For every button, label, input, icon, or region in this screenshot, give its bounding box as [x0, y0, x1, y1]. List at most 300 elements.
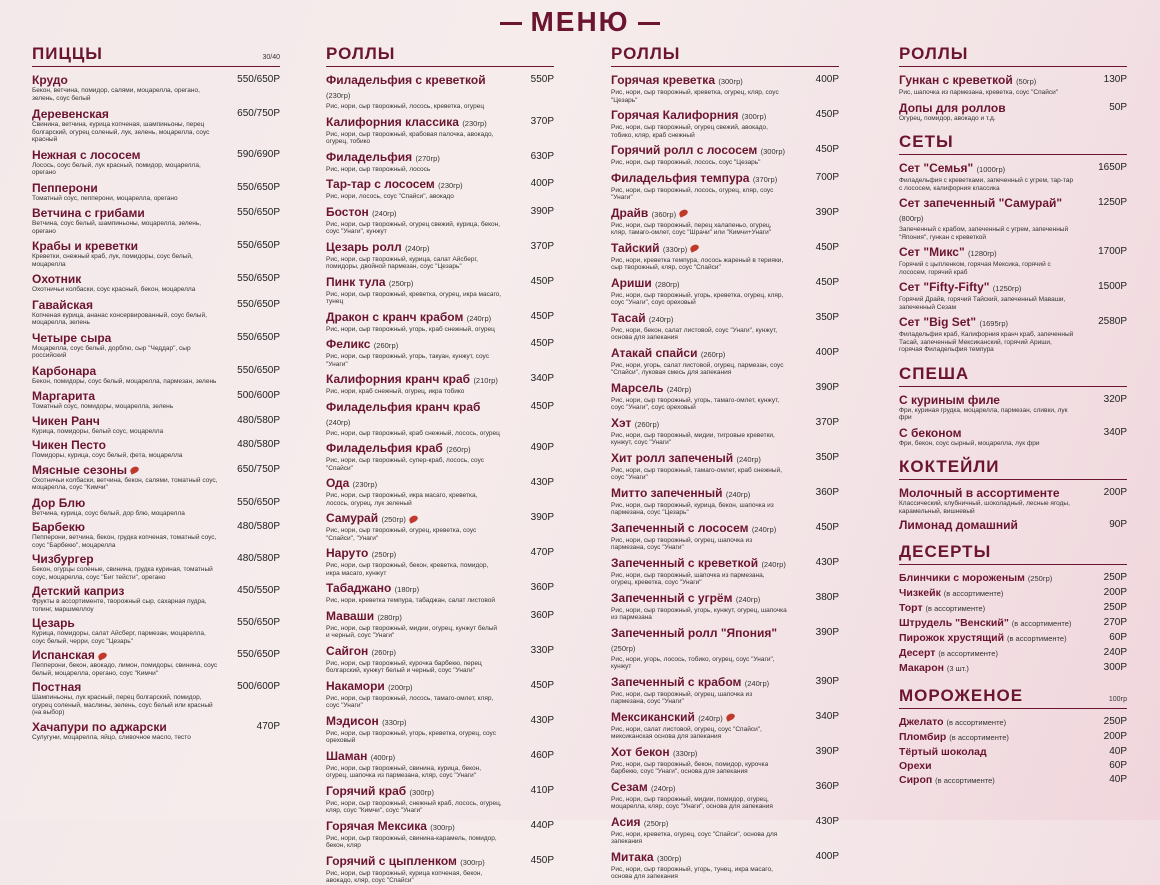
item-price: 370Р [530, 240, 554, 252]
item-price: 470Р [530, 547, 554, 558]
item-name: Маваши [326, 608, 375, 623]
item-name: Дракон с кранч крабом [326, 309, 464, 324]
item-name: Гавайская [32, 297, 93, 312]
menu-title-text: МЕНЮ [530, 6, 630, 37]
item-name-line [899, 631, 1087, 646]
item-name-line [899, 646, 1087, 661]
item-price: 450Р [530, 338, 554, 349]
item-name: Филадельфия краб [326, 441, 443, 455]
item-name-line [326, 581, 502, 597]
item-price: 550/650Р [237, 273, 280, 284]
item-description: Фрукты в ассортименте, творожный сыр, сахарная пудра, топинг, маршмеллоу [32, 598, 207, 613]
item-price: 450Р [530, 679, 554, 691]
item-description: Сулугуни, моцарелла, яйцо, сливочное масло, тесто [32, 733, 191, 741]
item-name: Деревенская [32, 107, 109, 121]
item-price: 380Р [815, 591, 839, 603]
item-name-line [899, 759, 1087, 773]
menu-item [611, 73, 839, 104]
item-description: Рис, нори, сыр творожный, креветка, огурец, кляр, соус "Цезарь" [611, 89, 779, 104]
item-price: 350Р [815, 311, 839, 323]
item-description: Огурец, помидор, авокадо и т.д. [899, 114, 996, 122]
item-name: Мясные сезоны [32, 462, 128, 477]
item-price: 400Р [815, 346, 839, 358]
item-description: Томатный соус, пепперони, моцарелла, орегано [32, 194, 178, 202]
item-weight: (240гр) [648, 314, 674, 324]
column-rolls-2 [611, 44, 839, 881]
item-description: Бекон, огурцы соленые, свинина, грудка куриная, томатный соус, моцарелла, соус "Биг тейсти", орегано [32, 566, 213, 581]
item-description: Курица, помидоры, салат Айсберг, пармезан, моцарелла, соус белый, черри, соус "Цезарь" [32, 630, 206, 645]
item-description: Пепперони, бекон, авокадо, лимон, помидоры, свинина, соус белый, моцарелла, орегано, соус "Кимчи" [32, 662, 218, 677]
item-description: Рис, нори, сыр творожный, угорь, краб снежный, огурец [326, 325, 495, 333]
title-dash-left [500, 22, 522, 25]
item-price: 40Р [1109, 746, 1127, 757]
item-description: Рис, нори, сыр творожный, угорь, тунец, икра масаго, основа для запекания [611, 865, 773, 880]
item-name-line [611, 73, 787, 89]
item-name: Тар-тар с лососем [326, 177, 435, 191]
menu-item [326, 441, 554, 472]
item-name: Драйв [611, 205, 649, 220]
item-name: Бостон [326, 204, 369, 219]
item-description: Рис, нори, сыр творожный, угорь, креветка, огурец, кляр, соус "Унаги", соус ореховый [611, 291, 784, 306]
item-description: Копченая курица, ананас консервированный, соус белый, моцарелла, зелень [32, 311, 207, 326]
item-price: 200Р [1103, 487, 1127, 498]
item-name-line [899, 601, 1087, 616]
item-name-line [899, 196, 1075, 226]
item-name-line [611, 591, 787, 607]
item-weight: (370гр) [752, 174, 778, 184]
menu-item [899, 426, 1127, 448]
item-weight: (260гр) [446, 445, 471, 454]
item-weight: (300гр) [409, 787, 434, 797]
item-weight: (в ассортименте) [935, 776, 995, 785]
chili-pepper-icon [408, 514, 419, 523]
chili-pepper-icon [725, 713, 736, 722]
item-name: Сет "Fifty-Fifty" [899, 280, 990, 294]
item-price: 320Р [1103, 393, 1127, 405]
item-weight: (300гр) [430, 822, 455, 832]
item-weight: (200гр) [388, 682, 413, 692]
item-name-line [611, 346, 787, 362]
item-name: Нежная с лососем [32, 147, 141, 162]
item-name: Детский каприз [32, 584, 125, 598]
item-weight: (260гр) [700, 349, 726, 359]
item-name: Накамори [326, 678, 385, 693]
item-name: Допы для роллов [899, 100, 1006, 115]
item-description: Рис, нори, сыр творожный, курица, салат Айсберг, помидоры, двойной пармезан, соус "Цезарь" [326, 255, 478, 270]
item-description: Охотничьи колбаски, ветчина, бекон, салями, томатный соус, моцарелла, соус "Кимчи" [32, 476, 218, 491]
chili-pepper-icon [129, 466, 140, 475]
item-name-line [32, 584, 220, 598]
item-name-line [326, 609, 502, 625]
item-description: Рис, нори, сыр творожный, снежный краб, лосось, огурец, кляр, соус "Кимчи", соус "Унаги" [326, 799, 502, 814]
section-title-sets [899, 132, 1127, 155]
item-name: Запеченный с угрём [611, 590, 733, 605]
item-price: 60Р [1109, 760, 1127, 771]
item-name: Постная [32, 680, 82, 694]
item-description: Рис, нори, сыр творожный, курица копченая, бекон, авокадо, кляр, соус "Спайси" [326, 869, 483, 884]
item-price: 400Р [530, 178, 554, 189]
item-price: 550/650Р [237, 331, 280, 343]
item-name-line [326, 749, 502, 765]
item-name: Хачапури по аджарски [32, 719, 167, 734]
item-name-line [326, 205, 502, 221]
item-weight: (330гр) [662, 244, 688, 254]
item-name: Запеченный с крабом [611, 674, 742, 689]
item-name: Горячий краб [326, 783, 407, 798]
item-name: Самурай [326, 511, 379, 525]
item-weight: (300гр) [741, 112, 767, 121]
item-name-line [326, 546, 502, 562]
item-description: Рис, нори, сыр творожный, угорь, такуан, кунжут, соус "Унаги" [326, 353, 489, 368]
item-weight: (в ассортименте) [938, 649, 998, 658]
item-description: Рис, нори, угорь, лосось, тобико, огурец, соус "Унаги", кунжут [611, 655, 775, 670]
item-weight: (360гр) [651, 209, 677, 219]
item-price: 450Р [815, 521, 839, 533]
menu-item [32, 206, 280, 235]
item-name-line [899, 586, 1087, 601]
item-name-line [611, 710, 787, 726]
item-weight: (230гр) [462, 118, 487, 128]
menu-item [611, 311, 839, 342]
item-price: 390Р [815, 206, 839, 218]
item-name: Десерт [899, 647, 936, 659]
chili-pepper-icon [97, 651, 108, 660]
item-name-line [32, 680, 220, 694]
item-price: 340Р [1103, 426, 1127, 438]
item-name: Запеченный с лососем [611, 520, 749, 535]
item-name: Филадельфия с креветкой [326, 73, 486, 87]
item-name-line [32, 206, 220, 220]
item-weight: (250гр) [371, 550, 397, 559]
item-price: 390Р [815, 626, 839, 638]
item-weight: (330гр) [382, 717, 407, 727]
item-description: Рис, нори, сыр творожный, перец халапеньо, огурец, кляр, тамаго-омлет, соус "Шрачи" или "Кимчи+Унаги" [611, 221, 772, 236]
item-description: Ветчина, соус белый, шампиньоны, моцарелла, зелень, орегано [32, 220, 202, 235]
item-weight: (50гр) [1016, 77, 1037, 86]
item-name-line [611, 381, 787, 397]
item-price: 130Р [1103, 74, 1127, 85]
item-name-line [32, 73, 220, 87]
spesha-title: СПЕША [899, 363, 970, 383]
item-name-line [32, 720, 220, 734]
menu-item [326, 714, 554, 745]
desserts-list [899, 571, 1127, 676]
item-name-line [899, 571, 1087, 586]
item-name-line [326, 150, 502, 166]
rolls-1-list [326, 73, 554, 885]
item-name: Митто запеченный [611, 485, 723, 500]
item-weight: (250гр) [1027, 574, 1053, 583]
item-price: 390Р [530, 512, 554, 523]
item-description: Рис, нори, сыр творожный, бекон, помидор, курочка барбекю, соус "Унаги", основа для запекания [611, 760, 769, 775]
column-rolls-1 [326, 44, 554, 885]
menu-item [611, 416, 839, 447]
item-name-line [611, 143, 787, 159]
menu-item [611, 381, 839, 412]
item-description: Рис, нори, сыр творожный, свинина, курица, бекон, огурец, шапочка из пармезана, кляр, соус "Унаги" [326, 764, 482, 779]
item-weight: (240гр) [405, 243, 430, 253]
menu-item [326, 310, 554, 334]
item-name: Ариши [611, 275, 652, 290]
menu-item [32, 616, 280, 645]
item-name-line [611, 171, 787, 187]
item-description: Филадельфия краб, Калифорния кранч краб, запеченный Тасай, запеченный Мексиканский, горячий Ариши, горячая Филадельфия темпура [899, 331, 1074, 353]
item-name: Сет "Семья" [899, 161, 974, 175]
menu-item [899, 518, 1127, 532]
item-description: Бекон, помидоры, соус белый, моцарелла, пармезан, зелень [32, 377, 217, 385]
menu-item [899, 486, 1127, 515]
item-price: 430Р [530, 714, 554, 726]
menu-item [611, 521, 839, 552]
item-description: Рис, нори, краб снежный, огурец, икра тобико [326, 388, 465, 395]
desserts-title: ДЕСЕРТЫ [899, 542, 992, 561]
item-price: 700Р [815, 171, 839, 183]
item-name: Горячий с цыпленком [326, 853, 457, 868]
menu-item [899, 73, 1127, 97]
item-description: Рис, нори, креветка, огурец, соус "Спайси", основа для запекания [611, 830, 778, 845]
menu-item [32, 298, 280, 327]
section-title-rolls-2 [611, 44, 839, 67]
item-name: Крабы и креветки [32, 239, 139, 253]
item-description: Запеченный с крабом, запеченный с угрем, запеченный "Япония", гункан с креветкой [899, 226, 1069, 241]
item-description: Рис, нори, сыр творожный, шапочка из пармезана, огурец, креветка, соус "Унаги" [611, 571, 765, 586]
section-title-icecream [899, 686, 1127, 709]
item-name: Штрудель "Венский" [899, 617, 1009, 629]
menu-item [326, 644, 554, 675]
item-name: Испанская [32, 648, 95, 662]
menu-item [899, 745, 1127, 759]
item-name-line [611, 780, 787, 796]
column-other [899, 44, 1127, 788]
menu-item [326, 581, 554, 605]
menu-item [899, 601, 1127, 616]
item-description: Рис, нори, креветка темпура, лосось жареный в терияки, сыр творожный, кляр, соус "Спайси" [611, 256, 784, 271]
menu-item [611, 451, 839, 482]
item-name-line [32, 107, 220, 121]
item-name-line [899, 161, 1075, 177]
item-weight: (240гр) [666, 384, 692, 394]
menu-item [899, 773, 1127, 788]
item-description: Рис, шапочка из пармезана, креветка, соус "Спайси" [899, 89, 1059, 96]
menu-item [326, 819, 554, 850]
item-name: Чикен Ранч [32, 413, 100, 428]
menu-item [899, 280, 1127, 311]
item-weight: (240гр) [725, 489, 751, 499]
item-weight: (800гр) [899, 214, 924, 223]
item-description: Филадельфия с креветками, запеченный с угрем, тар-тар с лососем, калифорния классика [899, 177, 1074, 192]
item-price: 200Р [1103, 587, 1127, 598]
item-name-line [32, 496, 220, 510]
item-price: 250Р [1103, 572, 1127, 583]
spesha-list [899, 393, 1127, 448]
rolls-2-list [611, 73, 839, 881]
item-name: Митака [611, 849, 654, 864]
menu-item [611, 346, 839, 377]
item-name-line [32, 520, 220, 534]
item-name: Марсель [611, 380, 664, 395]
icecream-weight-note: 100гр [1108, 696, 1127, 703]
item-name-line [326, 679, 502, 695]
item-price: 2580Р [1098, 316, 1127, 327]
item-name-line [32, 552, 220, 566]
item-description: Ветчина, курица, соус белый, дор блю, моцарелла [32, 509, 185, 517]
item-name-line [326, 476, 502, 492]
item-weight: (230гр) [326, 91, 351, 100]
item-name: Мэдисон [326, 713, 379, 728]
item-weight: (в ассортименте) [946, 718, 1007, 727]
item-price: 390Р [530, 205, 554, 217]
item-name-line [899, 661, 1087, 676]
menu-item [326, 511, 554, 542]
item-price: 1700Р [1098, 246, 1127, 257]
item-name-line [899, 393, 1075, 407]
item-price: 370Р [530, 115, 554, 127]
item-name: Сайгон [326, 643, 369, 658]
menu-item [899, 101, 1127, 123]
item-name: Карбонара [32, 363, 97, 378]
item-name-line [32, 364, 220, 378]
icecream-title: МОРОЖЕНОЕ [899, 686, 1024, 705]
menu-item [326, 784, 554, 815]
item-description: Рис, нори, сыр творожный, крабовая палочка, авокадо, огурец, тобико [326, 130, 494, 145]
item-name: Четыре сыра [32, 330, 112, 345]
item-name-line [611, 206, 787, 222]
menu-item [32, 389, 280, 411]
item-description: Рис, нори, сыр творожный, краб снежный, лосось, огурец [326, 429, 500, 437]
item-name-line [326, 511, 502, 527]
item-name: Чизбургер [32, 552, 94, 566]
item-name-line [326, 73, 502, 103]
item-description: Рис, нори, бекон, салат листовой, соус "Унаги", кунжут, основа для запекания [611, 326, 778, 341]
item-weight: (230гр) [438, 181, 463, 190]
item-name: Горячая Мексика [326, 818, 427, 833]
item-name-line [899, 616, 1087, 631]
item-weight: (300гр) [460, 857, 485, 867]
item-weight: (в ассортименте) [925, 604, 986, 613]
item-name: Блинчики с мороженым [899, 572, 1025, 584]
menu-item [326, 546, 554, 577]
item-name-line [899, 245, 1075, 261]
item-weight: (400гр) [370, 752, 396, 762]
item-weight: (300гр) [760, 147, 786, 156]
item-price: 390Р [815, 381, 839, 393]
item-name-line [611, 521, 787, 537]
item-weight: (240гр) [466, 313, 492, 323]
item-name-line [899, 773, 1087, 788]
item-name-line [899, 101, 1075, 115]
menu-item [899, 616, 1127, 631]
item-weight: (в ассортименте) [943, 589, 1004, 598]
item-weight: (1695гр) [979, 319, 1009, 328]
item-price: 360Р [815, 486, 839, 498]
item-description: Фри, куриная грудка, моцарелла, пармезан, сливки, лук фри [899, 406, 1068, 421]
item-weight: (240гр) [372, 208, 397, 218]
item-weight: (250гр) [381, 515, 406, 524]
pizza-title: ПИЦЦЫ [32, 44, 103, 63]
item-price: 1500Р [1098, 281, 1127, 292]
item-price: 630Р [530, 150, 554, 162]
item-description: Рис, нори, салат листовой, огурец, соус "Спайси", мексиканская основа для запекания [611, 725, 762, 740]
menu-item [611, 815, 839, 846]
item-price: 550/650Р [237, 74, 280, 85]
menu-item [32, 680, 280, 717]
item-price: 550/650Р [237, 617, 280, 628]
item-weight: (240гр) [651, 783, 676, 793]
menu-item [326, 854, 554, 885]
item-weight: (260гр) [373, 341, 399, 350]
menu-item [611, 171, 839, 202]
item-weight: (240гр) [761, 559, 786, 569]
menu-item [899, 393, 1127, 422]
item-name-line [32, 648, 220, 662]
item-description: Свинина, ветчина, курица копченая, шампиньоны, перец болгарский, огурец соленый, лук, зелень, моцарелла, соус красный [32, 121, 210, 143]
menu-item [611, 745, 839, 776]
item-weight: (240гр) [744, 678, 770, 688]
item-name: Чизкейк [899, 587, 941, 599]
menu-item [326, 205, 554, 236]
item-name-line [32, 414, 220, 428]
menu-title [0, 6, 1160, 38]
item-name-line [611, 486, 787, 502]
item-price: 250Р [1103, 602, 1127, 613]
item-name-line [899, 73, 1075, 89]
item-name: С куриным филе [899, 392, 1000, 407]
item-name: Ветчина с грибами [32, 206, 145, 220]
item-name: Пирожок хрустящий [899, 632, 1005, 644]
item-name-line [611, 556, 787, 572]
menu-item [611, 780, 839, 811]
menu-item [32, 148, 280, 177]
item-price: 500/600Р [237, 681, 280, 692]
title-dash-right [638, 22, 660, 25]
item-description: Моцарелла, соус белый, дорблю, сыр "Чеддар", сыр российский [32, 344, 191, 359]
item-name-line [32, 148, 220, 162]
item-price: 270Р [1103, 617, 1127, 628]
item-name-line [326, 337, 502, 353]
item-description: Рис, нори, сыр творожный, свинина-карамель, помидор, бекон, кляр [326, 834, 497, 849]
menu-item [611, 143, 839, 167]
column-pizza [32, 44, 280, 741]
item-weight: (250гр) [643, 818, 669, 828]
menu-item [326, 73, 554, 111]
item-name: Филадельфия [326, 149, 413, 164]
item-name: Табаджано [326, 581, 392, 595]
item-weight: (300гр) [718, 77, 743, 86]
item-price: 300Р [1103, 662, 1127, 673]
item-weight: (240гр) [751, 524, 777, 534]
item-price: 60Р [1109, 632, 1127, 643]
item-description: Рис, нори, сыр творожный, огурец свежий, курица, бекон, соус "Унаги", кунжут [326, 220, 501, 235]
menu-item [611, 241, 839, 272]
menu-item [32, 496, 280, 518]
item-description: Рис, нори, сыр творожный, лосось, огурец, кляр, соус "Унаги" [611, 186, 774, 201]
menu-item [326, 150, 554, 174]
item-name: Дор Блю [32, 495, 86, 510]
item-price: 90Р [1109, 519, 1127, 530]
item-name: Цезарь ролл [326, 239, 402, 254]
item-description: Рис, нори, лосось, соус "Спайси", авокадо [326, 193, 454, 200]
item-price: 450Р [530, 400, 554, 412]
item-name-line [611, 276, 787, 292]
item-price: 480/580Р [237, 414, 280, 426]
item-name-line [611, 416, 787, 432]
item-price: 450Р [815, 276, 839, 288]
item-name-line [611, 815, 787, 831]
item-price: 480/580Р [237, 439, 280, 450]
item-name-line [326, 644, 502, 660]
item-description: Бекон, ветчина, помидор, салями, моцарелла, орегано, зелень, соус белый [32, 87, 200, 102]
item-name-line [899, 486, 1075, 500]
